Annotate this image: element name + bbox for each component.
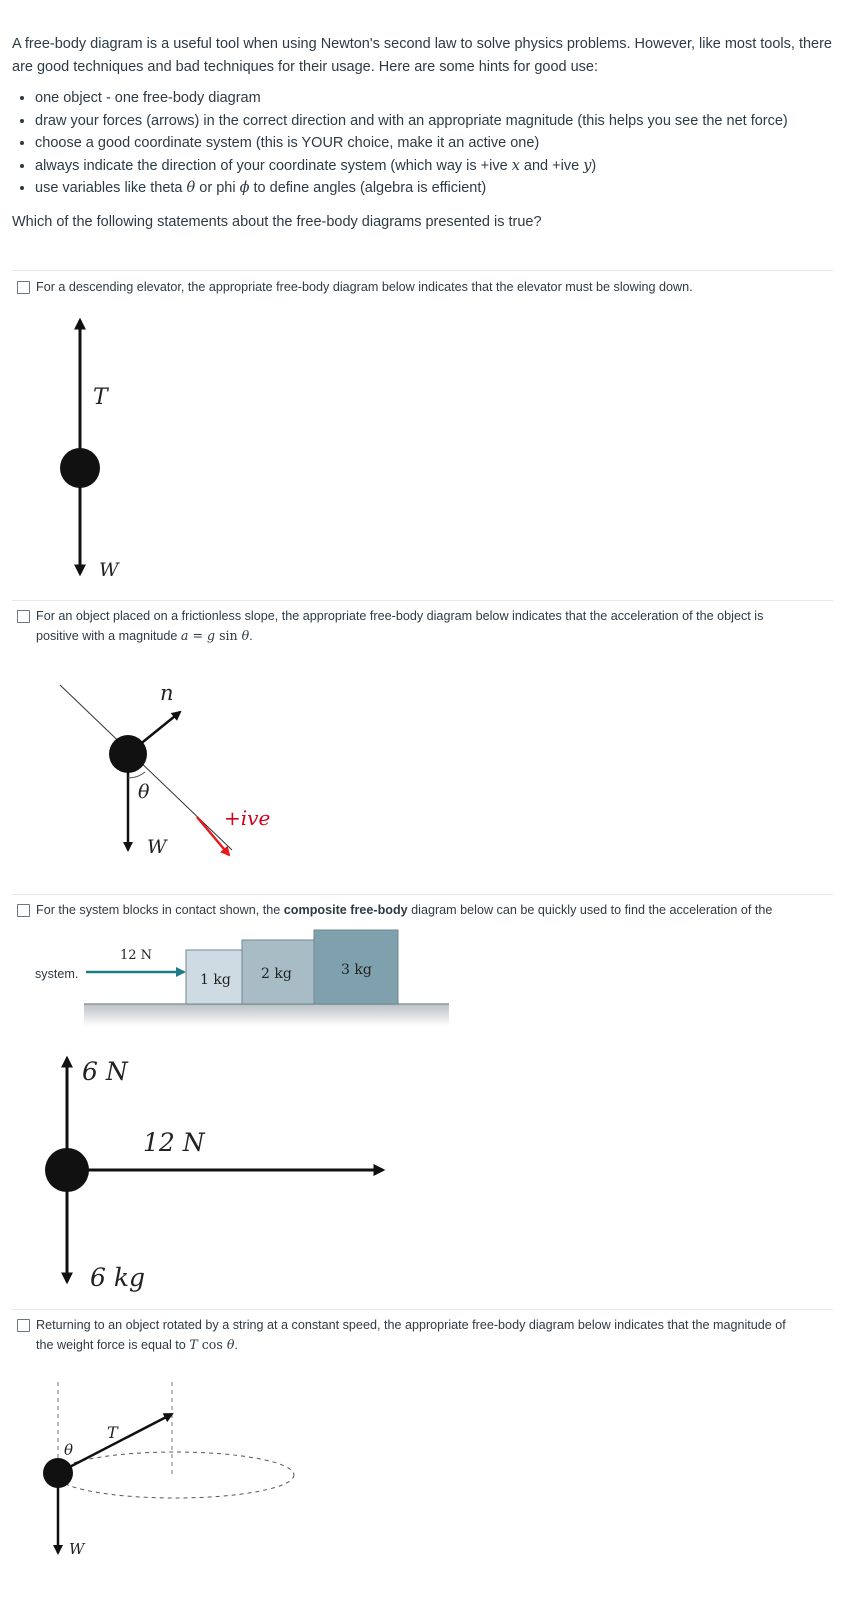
- force-label: 12 N: [120, 948, 153, 963]
- label-theta: θ: [138, 781, 150, 803]
- hint-item: • choose a good coordinate system (this is YOUR choice, make it an active one): [35, 132, 832, 155]
- orbit-ellipse: [56, 1452, 294, 1498]
- label-12N: 12 N: [143, 1128, 205, 1157]
- label-theta: θ: [64, 1441, 74, 1459]
- option-c-text: For the system blocks in contact shown, the composite free-body diagram below can be quickly used to find the acceleration of the: [36, 903, 773, 917]
- hint-item: • always indicate the direction of your coordinate system (which way is +ive x and +ive y): [35, 155, 832, 178]
- label-T: T: [107, 1423, 118, 1442]
- label-6kg: 6 kg: [90, 1263, 146, 1292]
- intro-paragraph: A free-body diagram is a useful tool when using Newton's second law to solve physics problems. However, like most tools, there are good techniques and bad techniques for their usage. Here are some hints for good use:: [12, 36, 833, 75]
- option-d-text: Returning to an object rotated by a string at a constant speed, the appropriate free-body diagram below indicates that the magnitude of the weight force is equal to T cos θ.: [36, 1318, 786, 1352]
- label-6N: 6 N: [82, 1057, 128, 1086]
- question-text: Which of the following statements about the free-body diagrams presented is true?: [12, 214, 542, 230]
- label-W: W: [147, 836, 167, 858]
- label-T: T: [93, 385, 108, 410]
- block-1kg-label: 1 kg: [200, 972, 231, 988]
- label-W: W: [69, 1540, 85, 1558]
- option-b-text: For an object placed on a frictionless slope, the appropriate free-body diagram below indicates that the acceleration of the object is positive with a magnitude a = g sin θ.: [36, 609, 764, 643]
- label-n: n: [160, 681, 174, 705]
- option-c-text-end: system.: [35, 967, 79, 981]
- object-dot: [43, 1458, 73, 1488]
- hint-item: • use variables like theta θ or phi ϕ to define angles (algebra is efficient): [35, 177, 832, 200]
- hint-item: • draw your forces (arrows) in the correct direction and with an appropriate magnitude (this helps you see the net force): [35, 110, 832, 133]
- hint-item: • one object - one free-body diagram: [35, 87, 832, 110]
- option-a-text: For a descending elevator, the appropriate free-body diagram below indicates that the elevator must be slowing down.: [36, 280, 693, 294]
- block-2kg-label: 2 kg: [261, 966, 292, 982]
- block-3kg-label: 3 kg: [341, 962, 372, 978]
- label-positive: +ive: [224, 806, 271, 830]
- label-W: W: [99, 559, 119, 581]
